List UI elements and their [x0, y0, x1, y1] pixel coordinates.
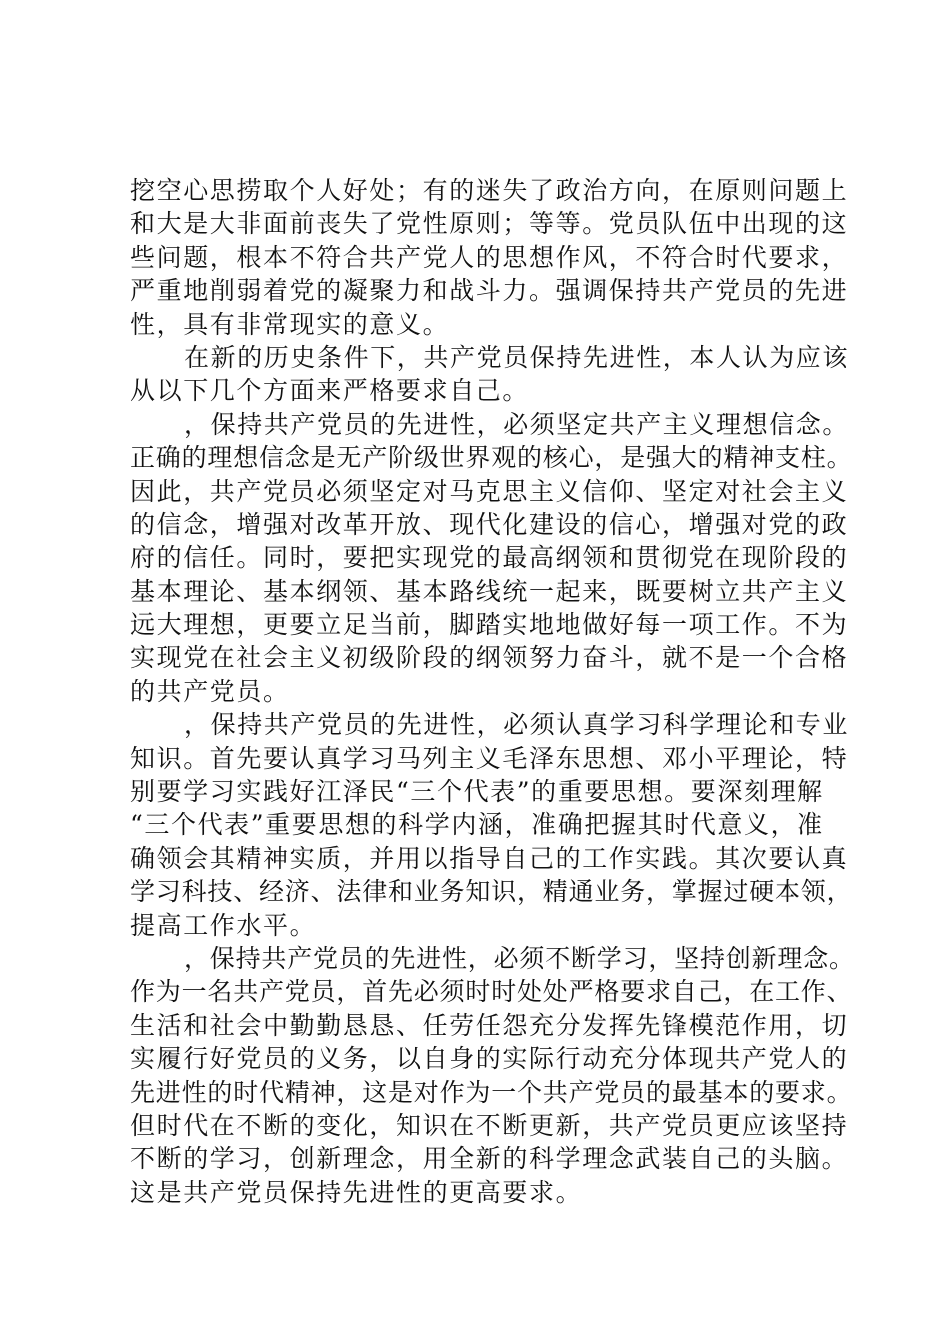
text-line: 性，具有非常现实的意义。: [130, 309, 450, 339]
text-line: 提高工作水平。: [130, 910, 317, 940]
text-line: 作为一名共产党员，首先必须时时处处严格要求自己，在工作、: [130, 977, 853, 1007]
text-line: 实履行好党员的义务，以自身的实际行动充分体现共产党人的: [130, 1044, 849, 1074]
text-line: 确领会其精神实质，并用以指导自己的工作实践。其次要认真: [130, 843, 849, 873]
text-line: ，保持共产党员的先进性，必须坚定共产主义理想信念。: [184, 409, 850, 439]
text-line: 严重地削弱着党的凝聚力和战斗力。强调保持共产党员的先进: [130, 276, 849, 306]
text-line: 的信念，增强对改革开放、现代化建设的信心，增强对党的政: [130, 509, 849, 539]
text-line: “三个代表”重要思想的科学内涵，准确把握其时代意义，准: [130, 810, 824, 840]
text-line: 挖空心思捞取个人好处；有的迷失了政治方向，在原则问题上: [130, 176, 849, 205]
text-line: 和大是大非面前丧失了党性原则；等等。党员队伍中出现的这: [130, 209, 849, 239]
text-line: ，保持共产党员的先进性，必须不断学习，坚持创新理念。: [184, 943, 855, 973]
text-line: 别要学习实践好江泽民“三个代表”的重要思想。要深刻理解: [130, 777, 824, 807]
text-line: 不断的学习，创新理念，用全新的科学理念武装自己的头脑。: [130, 1144, 849, 1174]
text-line: 正确的理想信念是无产阶级世界观的核心，是强大的精神支柱。: [130, 443, 853, 473]
text-line: 学习科技、经济、法律和业务知识，精通业务，掌握过硬本领，: [130, 877, 853, 907]
text-line: 在新的历史条件下，共产党员保持先进性，本人认为应该: [184, 342, 850, 372]
body-text: [130, 174, 855, 1209]
text-line: 知识。首先要认真学习马列主义毛泽东思想、邓小平理论，特: [130, 743, 849, 773]
text-line: 从以下几个方面来严格要求自己。: [130, 376, 530, 406]
text-line: 远大理想，更要立足当前，脚踏实地地做好每一项工作。不为: [130, 610, 849, 640]
text-line: 实现党在社会主义初级阶段的纲领努力奋斗，就不是一个合格: [130, 643, 849, 673]
text-line: 的共产党员。: [130, 676, 290, 706]
text-line: 因此，共产党员必须坚定对马克思主义信仰、坚定对社会主义: [130, 476, 849, 506]
text-line: 但时代在不断的变化，知识在不断更新，共产党员更应该坚持: [130, 1110, 849, 1140]
text-line: 这是共产党员保持先进性的更高要求。: [130, 1177, 583, 1207]
text-line: 府的信任。同时，要把实现党的最高纲领和贯彻党在现阶段的: [130, 543, 849, 573]
text-line: 基本理论、基本纲领、基本路线统一起来，既要树立共产主义: [130, 576, 849, 606]
text-line: 先进性的时代精神，这是对作为一个共产党员的最基本的要求。: [130, 1077, 853, 1107]
text-line: ，保持共产党员的先进性，必须认真学习科学理论和专业: [184, 710, 850, 740]
text-line: 生活和社会中勤勤恳恳、任劳任怨充分发挥先锋模范作用，切: [130, 1010, 849, 1040]
text-line: 些问题，根本不符合共产党人的思想作风，不符合时代要求，: [130, 242, 849, 272]
